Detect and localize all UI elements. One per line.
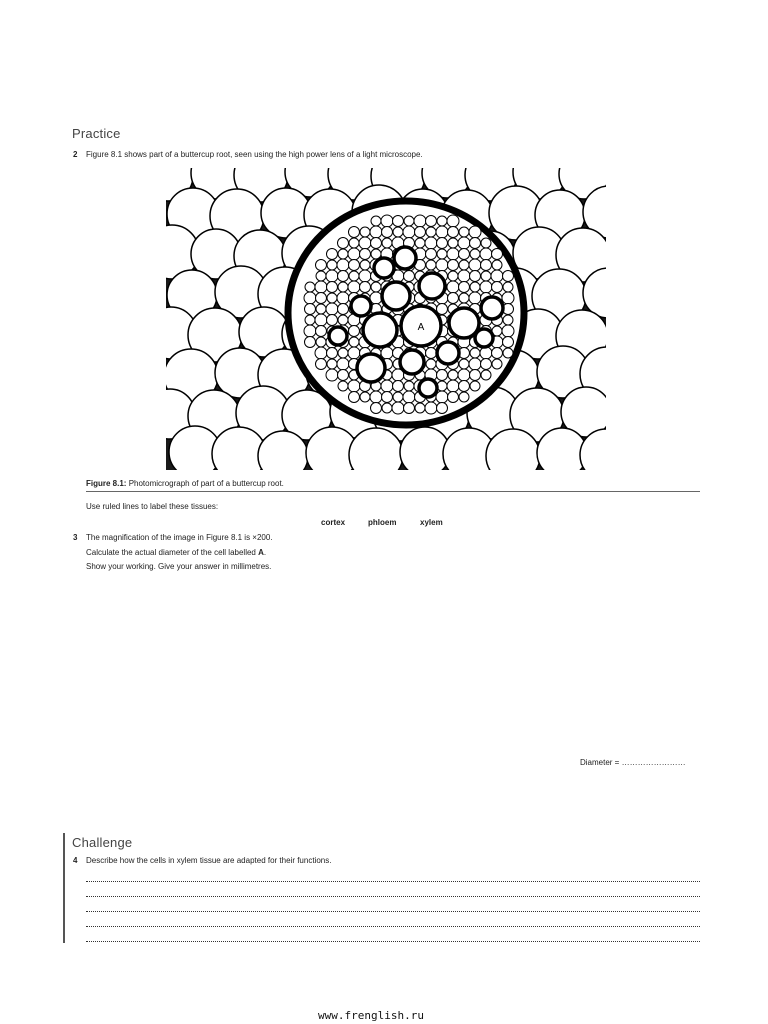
phloem-cell <box>492 249 503 260</box>
phloem-cell <box>316 293 327 304</box>
phloem-cell <box>480 248 492 260</box>
phloem-cell <box>349 326 360 337</box>
xylem-vessel <box>374 258 394 278</box>
phloem-cell <box>360 260 370 270</box>
phloem-cell <box>392 402 404 414</box>
phloem-cell <box>393 381 404 392</box>
phloem-cell <box>502 292 514 304</box>
phloem-cell <box>459 260 469 270</box>
question-2-text: Figure 8.1 shows part of a buttercup root, seen using the high power lens of a light microscope. <box>86 150 423 159</box>
phloem-cell <box>448 271 458 281</box>
xylem-vessel <box>357 354 385 382</box>
phloem-cell <box>437 403 448 414</box>
phloem-cell <box>502 325 514 337</box>
phloem-cell <box>327 348 338 359</box>
phloem-cell <box>458 369 470 381</box>
answer-line[interactable] <box>86 926 700 927</box>
phloem-cell <box>381 215 393 227</box>
phloem-cell <box>481 271 491 281</box>
phloem-cell <box>470 381 480 391</box>
phloem-cell <box>370 391 382 403</box>
phloem-cell <box>459 282 470 293</box>
phloem-cell <box>491 270 503 282</box>
phloem-cell <box>447 215 459 227</box>
phloem-cell <box>437 370 448 381</box>
phloem-cell <box>305 315 315 325</box>
xylem-vessel <box>382 282 410 310</box>
phloem-cell <box>414 215 426 227</box>
phloem-cell <box>360 392 370 402</box>
phloem-cell <box>448 227 459 238</box>
phloem-cell <box>470 271 481 282</box>
phloem-cell <box>338 381 348 391</box>
phloem-cell <box>481 370 491 380</box>
phloem-cell <box>360 227 370 237</box>
xylem-vessel <box>351 296 371 316</box>
question-3-cell-ref: A <box>258 548 264 557</box>
answer-line[interactable] <box>86 881 700 882</box>
xylem-vessel <box>475 329 493 347</box>
phloem-cell <box>382 227 393 238</box>
xylem-vessel <box>437 342 459 364</box>
phloem-cell <box>349 392 360 403</box>
phloem-cell <box>492 348 503 359</box>
phloem-cell <box>338 282 348 292</box>
phloem-cell <box>360 249 371 260</box>
question-3-line-3: Show your working. Give your answer in millimetres. <box>86 562 272 571</box>
answer-line[interactable] <box>86 911 700 912</box>
phloem-cell <box>459 392 469 402</box>
phloem-cell <box>481 238 491 248</box>
phloem-cell <box>403 391 415 403</box>
phloem-cell <box>503 337 514 348</box>
phloem-cell <box>349 260 360 271</box>
phloem-cell <box>326 270 338 282</box>
label-instruction: Use ruled lines to label these tissues: <box>86 502 219 511</box>
phloem-cell <box>349 271 359 281</box>
question-2-number: 2 <box>73 150 78 159</box>
xylem-vessel <box>363 313 397 347</box>
phloem-cell <box>316 271 326 281</box>
phloem-cell <box>470 348 480 358</box>
phloem-cell <box>459 293 469 303</box>
phloem-cell <box>470 249 480 259</box>
phloem-cell <box>469 292 481 304</box>
phloem-cell <box>447 281 459 293</box>
phloem-cell <box>459 249 470 260</box>
phloem-cell <box>492 282 503 293</box>
phloem-cell <box>448 238 458 248</box>
question-4-text: Describe how the cells in xylem tissue are adapted for their functions. <box>86 856 332 865</box>
figure-caption-prefix: Figure 8.1: <box>86 479 127 488</box>
phloem-cell <box>458 237 470 249</box>
phloem-cell <box>459 381 470 392</box>
phloem-cell <box>436 391 448 403</box>
phloem-cell <box>359 237 371 249</box>
phloem-cell <box>426 216 437 227</box>
phloem-cell <box>447 380 459 392</box>
phloem-cell <box>426 348 437 359</box>
phloem-cell <box>327 293 337 303</box>
phloem-cell <box>503 282 513 292</box>
phloem-cell <box>404 216 414 226</box>
phloem-cell <box>326 303 338 315</box>
phloem-cell <box>447 248 459 260</box>
phloem-cell <box>503 315 513 325</box>
phloem-cell <box>338 238 349 249</box>
buttercup-root-micrograph <box>166 168 606 470</box>
phloem-cell <box>338 348 348 358</box>
answer-line[interactable] <box>86 941 700 942</box>
tissue-cortex: cortex <box>321 518 346 527</box>
phloem-cell <box>470 238 481 249</box>
xylem-vessel <box>419 379 437 397</box>
phloem-cell <box>349 227 360 238</box>
phloem-cell <box>305 282 315 292</box>
phloem-cell <box>381 380 393 392</box>
phloem-cell <box>436 259 448 271</box>
answer-line[interactable] <box>86 896 700 897</box>
phloem-cell <box>503 271 514 282</box>
phloem-cell <box>426 227 436 237</box>
caption-divider <box>86 491 700 492</box>
phloem-cell <box>403 226 415 238</box>
phloem-cell <box>415 227 426 238</box>
footer-url: www.frenglish.ru <box>318 1009 424 1022</box>
phloem-cell <box>304 325 316 337</box>
phloem-cell <box>480 281 492 293</box>
phloem-cell <box>437 238 448 249</box>
phloem-cell <box>316 337 326 347</box>
question-3-line-2-suffix: . <box>263 548 267 557</box>
phloem-cell <box>426 359 436 369</box>
phloem-cell <box>327 359 337 369</box>
phloem-cell <box>448 260 459 271</box>
phloem-cell <box>481 260 492 271</box>
phloem-cell <box>470 370 481 381</box>
challenge-heading: Challenge <box>72 835 133 850</box>
phloem-cell <box>326 369 338 381</box>
phloem-cell <box>337 358 349 370</box>
phloem-cell <box>469 358 481 370</box>
xylem-vessel <box>419 273 445 299</box>
xylem-vessel <box>394 247 416 269</box>
phloem-cell <box>348 248 360 260</box>
phloem-cell <box>348 347 360 359</box>
phloem-cell <box>316 326 327 337</box>
question-3-number: 3 <box>73 533 78 542</box>
question-3-line-2-prefix: Calculate the actual diameter of the cell labelled <box>86 548 259 557</box>
phloem-cell <box>448 392 459 403</box>
phloem-cell <box>437 216 447 226</box>
phloem-cell <box>305 337 316 348</box>
phloem-cell <box>338 370 349 381</box>
xylem-vessel <box>400 350 424 374</box>
phloem-cell <box>404 403 415 414</box>
tissue-xylem: xylem <box>420 518 443 527</box>
xylem-vessel <box>329 327 347 345</box>
phloem-cell <box>382 238 392 248</box>
phloem-cell <box>371 216 381 226</box>
phloem-cell <box>393 227 403 237</box>
phloem-cell <box>359 270 371 282</box>
phloem-cell <box>448 293 459 304</box>
cell-a-label: A <box>417 322 425 333</box>
phloem-cell <box>382 392 393 403</box>
phloem-cell <box>316 304 326 314</box>
phloem-cell <box>381 347 393 359</box>
phloem-cell <box>338 249 348 259</box>
phloem-cell <box>404 271 415 282</box>
phloem-cell <box>315 314 327 326</box>
question-4-number: 4 <box>73 856 78 865</box>
phloem-cell <box>349 337 359 347</box>
xylem-vessel <box>481 297 503 319</box>
challenge-side-bar <box>63 833 65 943</box>
phloem-cell <box>480 347 492 359</box>
phloem-cell <box>382 403 392 413</box>
phloem-cell <box>338 271 349 282</box>
phloem-cell <box>315 347 327 359</box>
cortex-cell <box>537 428 587 470</box>
phloem-cell <box>370 226 382 238</box>
phloem-cell <box>426 260 436 270</box>
phloem-cell <box>415 403 425 413</box>
figure-caption <box>86 479 284 488</box>
phloem-cell <box>469 259 481 271</box>
tissue-phloem: phloem <box>368 518 397 527</box>
phloem-cell <box>458 270 470 282</box>
phloem-cell <box>436 226 448 238</box>
phloem-cell <box>371 282 381 292</box>
diameter-answer-line[interactable]: Diameter = …………………… <box>580 758 686 767</box>
question-3-line-2 <box>86 548 266 557</box>
phloem-cell <box>425 402 437 414</box>
phloem-cell <box>448 370 458 380</box>
phloem-cell <box>469 226 481 238</box>
phloem-cell <box>437 249 447 259</box>
phloem-cell <box>338 315 348 325</box>
question-3-line-1: The magnification of the image in Figure 8.1 is ×200. <box>86 533 273 542</box>
phloem-cell <box>425 237 437 249</box>
practice-heading: Practice <box>72 126 121 141</box>
phloem-cell <box>327 260 337 270</box>
phloem-cell <box>327 282 338 293</box>
phloem-cell <box>360 282 371 293</box>
cortex-cell <box>400 427 450 470</box>
phloem-cell <box>393 392 403 402</box>
phloem-cell <box>371 238 382 249</box>
phloem-cell <box>481 359 492 370</box>
phloem-cell <box>348 281 360 293</box>
phloem-cell <box>492 260 502 270</box>
phloem-cell <box>459 227 469 237</box>
phloem-cell <box>404 381 414 391</box>
phloem-cell <box>305 304 316 315</box>
phloem-cell <box>327 315 338 326</box>
phloem-cell <box>327 249 338 260</box>
phloem-cell <box>337 259 349 271</box>
phloem-cell <box>393 216 404 227</box>
phloem-cell <box>371 403 382 414</box>
phloem-cell <box>338 304 349 315</box>
phloem-cell <box>492 359 502 369</box>
phloem-cell <box>316 359 327 370</box>
figure-caption-text: Photomicrograph of part of a buttercup root. <box>128 479 284 488</box>
phloem-cell <box>415 238 425 248</box>
phloem-cell <box>304 292 316 304</box>
phloem-cell <box>315 281 327 293</box>
phloem-cell <box>426 249 437 260</box>
phloem-cell <box>459 359 469 369</box>
phloem-cell <box>349 238 359 248</box>
figure-8-1 <box>166 168 606 470</box>
phloem-cell <box>503 348 513 358</box>
phloem-cell <box>337 292 349 304</box>
phloem-cell <box>470 282 480 292</box>
phloem-cell <box>316 260 327 271</box>
phloem-cell <box>348 380 360 392</box>
